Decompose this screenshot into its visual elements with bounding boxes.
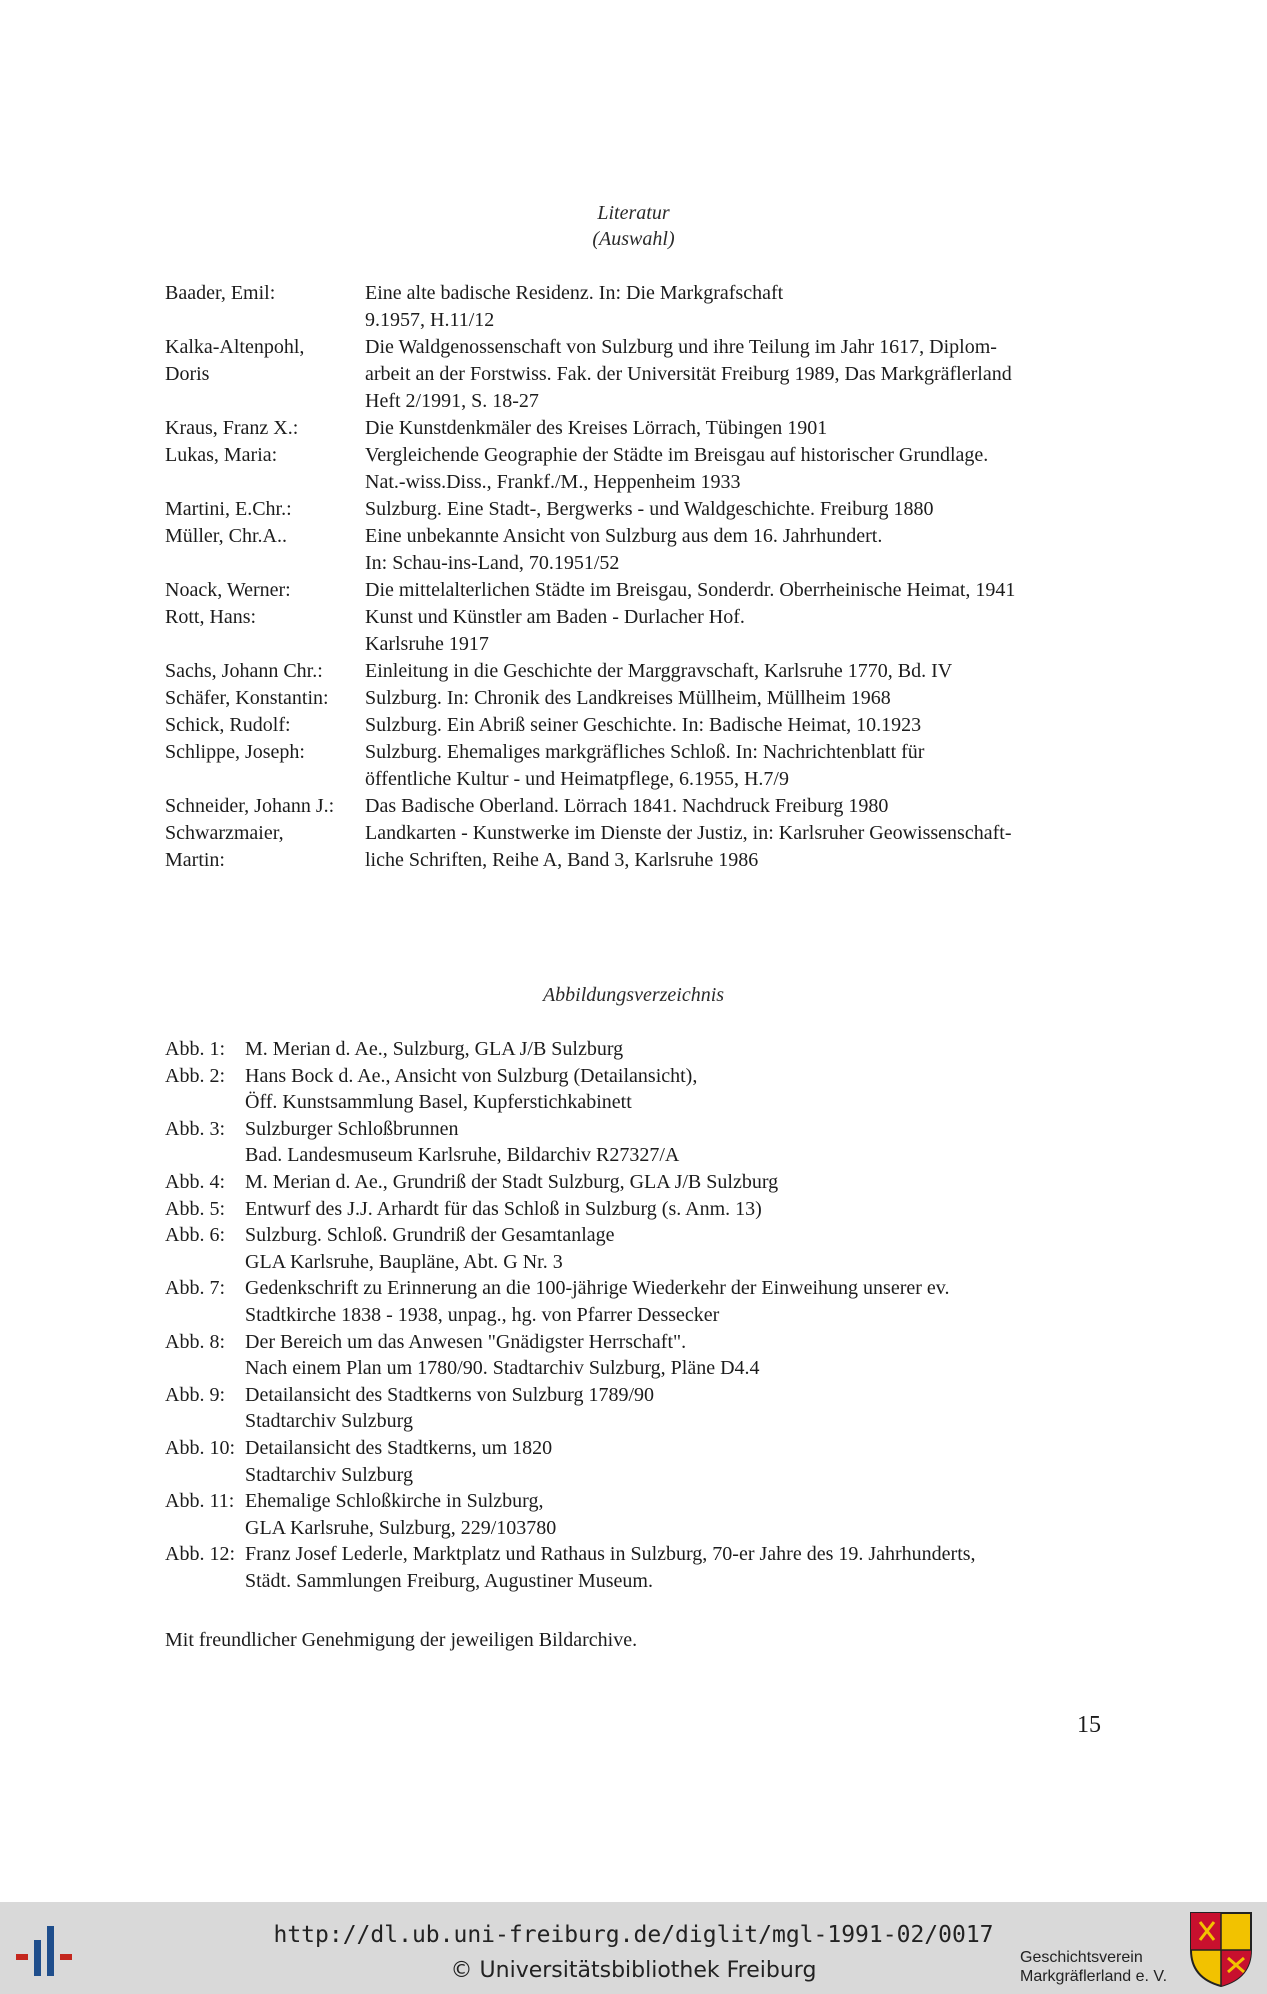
literature-entry xyxy=(165,577,1105,604)
illustration-description-line: Der Bereich um das Anwesen "Gnädigster Herrschaft". xyxy=(245,1330,687,1353)
literature-author xyxy=(165,604,365,658)
illustration-label: Abb. 4: xyxy=(165,1170,225,1193)
illustration-label: Abb. 3: xyxy=(165,1117,225,1140)
society-name xyxy=(1020,1948,1190,1986)
illustration-description-line: Detailansicht des Stadtkerns, um 1820 xyxy=(245,1436,553,1459)
literature-entry xyxy=(165,793,1105,820)
illustration-label: Abb. 8: xyxy=(165,1330,225,1353)
illustration-description-line: Stadtkirche 1838 - 1938, unpag., hg. von Pfarrer Dessecker xyxy=(245,1303,720,1326)
literature-reference xyxy=(365,577,1105,604)
literature-author-line: Schäfer, Konstantin: xyxy=(165,687,329,709)
literature-author xyxy=(165,820,365,874)
literature-subtitle: (Auswahl) xyxy=(592,228,675,250)
illustration-description xyxy=(245,1036,1105,1063)
literature-author xyxy=(165,712,365,739)
illustration-description xyxy=(245,1382,1105,1435)
literature-reference xyxy=(365,739,1105,793)
illustration-description xyxy=(245,1435,1105,1488)
literature-reference-line: Eine unbekannte Ansicht von Sulzburg aus dem 16. Jahrhundert. xyxy=(365,525,883,547)
literature-reference xyxy=(365,604,1105,658)
illustration-label: Abb. 7: xyxy=(165,1277,225,1300)
literature-author-line: Baader, Emil: xyxy=(165,282,276,304)
illustration-description-line: Öff. Kunstsammlung Basel, Kupferstichkabinett xyxy=(245,1091,632,1114)
literature-reference-line: 9.1957, H.11/12 xyxy=(365,309,495,331)
illustration-description xyxy=(245,1063,1105,1116)
illustration-description-line: Gedenkschrift zu Erinnerung an die 100-jährige Wiederkehr der Einweihung unserer ev. xyxy=(245,1277,950,1300)
literature-reference-line: Sulzburg. Ein Abriß seiner Geschichte. In: Badische Heimat, 10.1923 xyxy=(365,714,922,736)
illustration-entry xyxy=(165,1329,1105,1382)
literature-author-line: Kalka-Altenpohl, xyxy=(165,336,305,358)
literature-entry xyxy=(165,523,1105,577)
literature-author xyxy=(165,523,365,577)
literature-reference-line: Heft 2/1991, S. 18-27 xyxy=(365,390,539,412)
society-name-line1: Geschichtsverein xyxy=(1020,1949,1143,1966)
literature-reference-line: arbeit an der Forstwiss. Fak. der Universität Freiburg 1989, Das Markgräflerland xyxy=(365,363,1012,385)
illustration-label: Abb. 6: xyxy=(165,1224,225,1247)
illustration-entry xyxy=(165,1196,1105,1223)
literature-reference-line: Vergleichende Geographie der Städte im Breisgau auf historischer Grundlage. xyxy=(365,444,989,466)
literature-reference-line: Nat.-wiss.Diss., Frankf./M., Heppenheim 1933 xyxy=(365,471,741,493)
literature-author-line: Rott, Hans: xyxy=(165,606,257,628)
literature-entry xyxy=(165,415,1105,442)
illustration-description xyxy=(245,1169,1105,1196)
literature-author-line: Sachs, Johann Chr.: xyxy=(165,660,323,682)
literature-reference xyxy=(365,442,1105,496)
illustration-description-line: Stadtarchiv Sulzburg xyxy=(245,1410,413,1433)
literature-reference-line: Sulzburg. Eine Stadt-, Bergwerks - und Waldgeschichte. Freiburg 1880 xyxy=(365,498,934,520)
literature-list xyxy=(165,280,1105,874)
literature-reference-line: öffentliche Kultur - und Heimatpflege, 6.1955, H.7/9 xyxy=(365,768,789,790)
literature-author-line: Kraus, Franz X.: xyxy=(165,417,299,439)
literature-reference-line: Die mittelalterlichen Städte im Breisgau, Sonderdr. Oberrheinische Heimat, 1941 xyxy=(365,579,1016,601)
illustration-label: Abb. 9: xyxy=(165,1383,225,1406)
illustration-description-line: Bad. Landesmuseum Karlsruhe, Bildarchiv R27327/A xyxy=(245,1144,680,1167)
illustration-label: Abb. 1: xyxy=(165,1038,225,1060)
literature-reference xyxy=(365,523,1105,577)
literature-reference-line: Die Kunstdenkmäler des Kreises Lörrach, Tübingen 1901 xyxy=(365,417,828,439)
literature-author-line: Doris xyxy=(165,363,210,385)
literature-reference-line: Sulzburg. Ehemaliges markgräfliches Schloß. In: Nachrichtenblatt für xyxy=(365,741,925,763)
literature-entry xyxy=(165,496,1105,523)
illustration-description xyxy=(245,1275,1105,1328)
illustration-entry xyxy=(165,1222,1105,1275)
illustration-description xyxy=(245,1541,1105,1594)
literature-author xyxy=(165,793,365,820)
illustration-label: Abb. 11: xyxy=(165,1490,235,1513)
literature-reference xyxy=(365,658,1105,685)
footer-copyright: © Universitätsbibliothek Freiburg xyxy=(450,1958,817,1983)
illustration-entry xyxy=(165,1435,1105,1488)
literature-author-line: Martin: xyxy=(165,849,225,871)
illustration-entry xyxy=(165,1275,1105,1328)
illustration-description-line: Entwurf des J.J. Arhardt für das Schloß in Sulzburg (s. Anm. 13) xyxy=(245,1197,762,1220)
literature-title: Literatur xyxy=(597,202,670,224)
literature-author xyxy=(165,280,365,334)
literature-reference xyxy=(365,712,1105,739)
literature-author-line: Schneider, Johann J.: xyxy=(165,795,335,817)
literature-entry xyxy=(165,712,1105,739)
literature-entry xyxy=(165,334,1105,415)
illustration-description-line: Städt. Sammlungen Freiburg, Augustiner Museum. xyxy=(245,1569,653,1592)
literature-author-line: Martini, E.Chr.: xyxy=(165,498,292,520)
literature-author xyxy=(165,739,365,793)
illustration-description-line: M. Merian d. Ae., Sulzburg, GLA J/B Sulzburg xyxy=(245,1038,624,1060)
literature-reference-line: liche Schriften, Reihe A, Band 3, Karlsruhe 1986 xyxy=(365,849,759,871)
literature-author xyxy=(165,415,365,442)
literature-reference-line: In: Schau-ins-Land, 70.1951/52 xyxy=(365,552,620,574)
illustration-entry xyxy=(165,1382,1105,1435)
literature-heading xyxy=(0,200,1267,252)
society-name-line2: Markgräflerland e. V. xyxy=(1020,1968,1168,1985)
literature-reference-line: Einleitung in die Geschichte der Marggravschaft, Karlsruhe 1770, Bd. IV xyxy=(365,660,953,682)
illustrations-heading: Abbildungsverzeichnis xyxy=(542,984,725,1006)
illustration-description-line: Hans Bock d. Ae., Ansicht von Sulzburg (Detailansicht), xyxy=(245,1064,698,1087)
literature-entry xyxy=(165,658,1105,685)
illustration-entry xyxy=(165,1036,1105,1063)
illustration-description-line: Franz Josef Lederle, Marktplatz und Rathaus in Sulzburg, 70-er Jahre des 19. Jahrhunderts, xyxy=(245,1543,976,1566)
illustration-description-line: Nach einem Plan um 1780/90. Stadtarchiv Sulzburg, Pläne D4.4 xyxy=(245,1357,760,1380)
illustration-entry xyxy=(165,1116,1105,1169)
illustration-entry xyxy=(165,1488,1105,1541)
literature-reference-line: Karlsruhe 1917 xyxy=(365,633,489,655)
literature-author-line: Schwarzmaier, xyxy=(165,822,284,844)
illustration-description xyxy=(245,1488,1105,1541)
literature-reference-line: Das Badische Oberland. Lörrach 1841. Nachdruck Freiburg 1980 xyxy=(365,795,889,817)
illustration-entry xyxy=(165,1541,1105,1594)
literature-author xyxy=(165,658,365,685)
closing-note: Mit freundlicher Genehmigung der jeweiligen Bildarchive. xyxy=(165,1629,638,1651)
illustrations-list xyxy=(165,1036,1105,1594)
literature-reference-line: Kunst und Künstler am Baden - Durlacher Hof. xyxy=(365,606,745,628)
illustration-description xyxy=(245,1222,1105,1275)
footer-bar xyxy=(0,1902,1267,1994)
literature-author xyxy=(165,334,365,415)
literature-author-line: Noack, Werner: xyxy=(165,579,291,601)
illustration-entry xyxy=(165,1169,1105,1196)
literature-author xyxy=(165,496,365,523)
illustration-entry xyxy=(165,1063,1105,1116)
literature-author-line: Schick, Rudolf: xyxy=(165,714,291,736)
coat-of-arms-icon xyxy=(1188,1910,1254,1988)
illustration-description-line: Sulzburg. Schloß. Grundriß der Gesamtanlage xyxy=(245,1224,615,1247)
illustration-label: Abb. 2: xyxy=(165,1064,225,1087)
literature-reference-line: Die Waldgenossenschaft von Sulzburg und ihre Teilung im Jahr 1617, Diplom- xyxy=(365,336,997,358)
illustration-description-line: GLA Karlsruhe, Sulzburg, 229/103780 xyxy=(245,1516,557,1539)
illustration-label: Abb. 5: xyxy=(165,1197,225,1220)
literature-author-line: Lukas, Maria: xyxy=(165,444,278,466)
illustration-description-line: M. Merian d. Ae., Grundriß der Stadt Sulzburg, GLA J/B Sulzburg xyxy=(245,1170,779,1193)
illustration-description-line: Ehemalige Schloßkirche in Sulzburg, xyxy=(245,1490,544,1513)
literature-reference-line: Sulzburg. In: Chronik des Landkreises Müllheim, Müllheim 1968 xyxy=(365,687,891,709)
literature-entry xyxy=(165,820,1105,874)
literature-author xyxy=(165,442,365,496)
literature-entry xyxy=(165,442,1105,496)
literature-reference xyxy=(365,415,1105,442)
illustration-description-line: Detailansicht des Stadtkerns von Sulzburg 1789/90 xyxy=(245,1383,655,1406)
literature-entry xyxy=(165,739,1105,793)
illustration-description xyxy=(245,1196,1105,1223)
literature-reference xyxy=(365,820,1105,874)
literature-reference-line: Eine alte badische Residenz. In: Die Markgrafschaft xyxy=(365,282,784,304)
illustration-label: Abb. 10: xyxy=(165,1436,235,1459)
literature-reference-line: Landkarten - Kunstwerke im Dienste der Justiz, in: Karlsruher Geowissenschaft- xyxy=(365,822,1012,844)
illustration-description xyxy=(245,1116,1105,1169)
literature-reference xyxy=(365,793,1105,820)
illustration-description-line: Stadtarchiv Sulzburg xyxy=(245,1463,413,1486)
footer-url-link[interactable]: http://dl.ub.uni-freiburg.de/diglit/mgl-1991-02/0017 xyxy=(273,1922,994,1948)
literature-reference xyxy=(365,280,1105,334)
literature-entry xyxy=(165,604,1105,658)
illustration-label: Abb. 12: xyxy=(165,1543,235,1566)
literature-author xyxy=(165,685,365,712)
literature-author-line: Müller, Chr.A.. xyxy=(165,525,287,547)
literature-entry xyxy=(165,685,1105,712)
literature-reference xyxy=(365,334,1105,415)
literature-reference xyxy=(365,685,1105,712)
literature-author xyxy=(165,577,365,604)
illustration-description-line: Sulzburger Schloßbrunnen xyxy=(245,1117,459,1140)
illustration-description-line: GLA Karlsruhe, Baupläne, Abt. G Nr. 3 xyxy=(245,1250,563,1273)
illustration-description xyxy=(245,1329,1105,1382)
literature-reference xyxy=(365,496,1105,523)
page-number: 15 xyxy=(1077,1712,1101,1738)
literature-entry xyxy=(165,280,1105,334)
literature-author-line: Schlippe, Joseph: xyxy=(165,741,305,763)
